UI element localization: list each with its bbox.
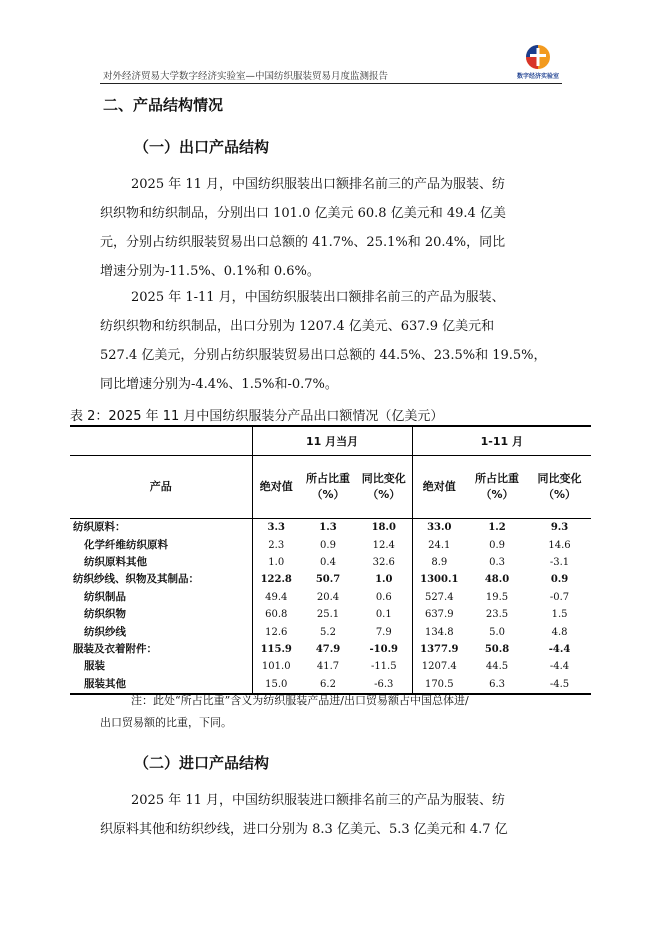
paragraph-line: 2025 年 11 月，中国纺织服装出口额排名前三的产品为服装、纺	[131, 177, 506, 192]
cell-month-share: 47.9	[315, 643, 341, 655]
lab-logo	[512, 43, 564, 83]
cell-month-abs: 101.0	[261, 661, 291, 673]
table-row	[70, 658, 591, 675]
header-line: （%）	[480, 488, 514, 501]
paragraph-line: 织原料其他和纺织纱线，进口分别为 8.3 亿美元、5.3 亿美元和 4.7 亿	[100, 822, 508, 837]
table-group-header-row	[70, 426, 591, 456]
cell-month-change: 1.0	[356, 571, 412, 588]
section-title: 二、产品结构情况	[103, 96, 224, 114]
cell-month-abs: 122.8	[260, 574, 292, 586]
cell-ytd-abs: 170.5	[412, 676, 466, 694]
cell-ytd-abs: 1377.9	[420, 643, 459, 655]
cell-month-abs: 1.0	[268, 556, 285, 568]
cell-month-abs: 12.6	[265, 626, 288, 638]
table-corner-cell	[70, 426, 252, 456]
header-line: （%）	[311, 488, 345, 501]
paragraph-line: 2025 年 11 月，中国纺织服装进口额排名前三的产品为服装、纺	[131, 793, 506, 808]
cell-month-share: 25.1	[316, 609, 340, 621]
paragraph-import-month	[100, 786, 570, 844]
paragraph-line: 元，分别占纺织服装贸易出口总额的 41.7%、25.1%和 20.4%，同比	[100, 235, 506, 250]
export-product-table	[70, 425, 591, 695]
header-rule	[100, 83, 562, 84]
note-line: 出口贸易额的比重，下同。	[100, 716, 232, 729]
paragraph-line: 527.4 亿美元，分别占纺织服装贸易出口总额的 44.5%、23.5%和 19.5%，	[100, 348, 547, 363]
cell-month-change: -10.9	[356, 641, 412, 658]
cell-ytd-share: 6.3	[466, 676, 528, 694]
row-product-name: 纺织原料：	[70, 519, 252, 537]
cell-ytd-abs: 527.4	[424, 591, 454, 603]
cell-month-abs: 15.0	[252, 676, 300, 694]
cell-ytd-change: 9.3	[550, 522, 569, 534]
cell-ytd-abs: 33.0	[427, 522, 452, 534]
cell-month-change: 0.1	[356, 606, 412, 623]
column-header-month-abs: 绝对值	[252, 456, 300, 519]
cell-ytd-change: -0.7	[549, 591, 570, 603]
group-header-ytd: 1-11 月	[412, 426, 591, 456]
table-column-header-row	[70, 456, 591, 519]
cell-ytd-share: 0.9	[489, 539, 505, 551]
cell-month-change: 32.6	[356, 554, 412, 571]
paragraph-export-month	[100, 170, 570, 286]
cell-month-change: -6.3	[356, 676, 412, 694]
column-header-ytd-abs: 绝对值	[412, 456, 466, 519]
row-product-name: 纺织纱线	[70, 623, 252, 640]
header-line: （%）	[367, 488, 401, 501]
table-row	[70, 606, 591, 623]
cell-ytd-share: 5.0	[489, 626, 505, 638]
cell-month-abs: 49.4	[265, 591, 288, 603]
header-line: （%）	[543, 488, 577, 501]
cell-ytd-change: 1.5	[551, 609, 568, 621]
cell-ytd-abs: 24.1	[428, 539, 451, 551]
cell-ytd-abs: 637.9	[424, 609, 454, 621]
cell-month-abs: 60.8	[265, 609, 288, 621]
cell-ytd-share: 50.8	[484, 643, 510, 655]
row-product-name: 服装	[70, 658, 252, 675]
table-note	[100, 690, 570, 734]
cell-ytd-change: -4.5	[528, 676, 591, 694]
cell-ytd-share: 1.2	[488, 522, 506, 534]
row-product-name: 服装及衣着附件：	[70, 641, 252, 658]
paragraph-line: 同比增速分别为-4.4%、1.5%和-0.7%。	[100, 377, 338, 392]
cell-ytd-change: -4.4	[548, 643, 571, 655]
column-header-ytd-share	[466, 456, 528, 519]
column-header-month-share	[300, 456, 356, 519]
table-row	[70, 519, 591, 537]
row-product-name: 纺织织物	[70, 606, 252, 623]
table-caption: 表 2：2025 年 11 月中国纺织服装分产品出口额情况（亿美元）	[70, 409, 444, 424]
cell-ytd-share: 23.5	[485, 609, 509, 621]
column-header-ytd-change	[528, 456, 591, 519]
table-row	[70, 571, 591, 588]
cell-ytd-share: 19.5	[485, 591, 509, 603]
cell-ytd-abs: 8.9	[431, 556, 448, 568]
table-row	[70, 641, 591, 658]
table-row	[70, 623, 591, 640]
cell-month-share: 50.7	[315, 574, 341, 586]
cell-month-share: 1.3	[319, 522, 337, 534]
cell-month-share: 0.4	[320, 556, 336, 568]
cell-month-share: 0.9	[320, 539, 336, 551]
cell-ytd-share: 0.3	[489, 556, 505, 568]
group-header-month: 11 月当月	[252, 426, 412, 456]
paragraph-line: 增速分别为-11.5%、0.1%和 0.6%。	[100, 264, 320, 279]
row-product-name: 纺织原料其他	[70, 554, 252, 571]
paragraph-line: 2025 年 1-11 月，中国纺织服装出口额排名前三的产品为服装、	[131, 290, 505, 305]
cell-month-share: 5.2	[320, 626, 336, 638]
running-header: 对外经济贸易大学数字经济实验室—中国纺织服装贸易月度监测报告	[103, 71, 389, 82]
cell-month-change: -11.5	[356, 658, 412, 675]
paragraph-export-ytd	[100, 283, 570, 399]
row-product-name: 服装其他	[70, 676, 252, 694]
row-product-name: 化学纤维纺织原料	[70, 536, 252, 553]
cell-month-change: 0.6	[356, 589, 412, 606]
cell-ytd-abs: 134.8	[424, 626, 454, 638]
header-line: 同比变化	[537, 472, 582, 485]
cell-ytd-abs: 1300.1	[420, 574, 459, 586]
note-line: 注：此处“所占比重”含义为纺织服装产品进/出口贸易额占中国总体进/	[131, 694, 469, 707]
header-line: 所占比重	[475, 472, 520, 485]
cell-month-change: 18.0	[356, 519, 412, 537]
subsection-title-export: （一）出口产品结构	[134, 138, 270, 156]
subsection-title-import: （二）进口产品结构	[134, 754, 270, 772]
paragraph-line: 纺织织物和纺织制品，出口分别为 1207.4 亿美元、637.9 亿美元和	[100, 319, 495, 334]
cell-ytd-abs: 1207.4	[421, 661, 457, 673]
cell-month-change: 12.4	[356, 536, 412, 553]
column-header-month-change	[356, 456, 412, 519]
cell-ytd-change: 14.6	[548, 539, 571, 551]
cell-month-share: 41.7	[316, 661, 340, 673]
cell-ytd-share: 44.5	[485, 661, 509, 673]
cell-month-change: 7.9	[356, 623, 412, 640]
cell-ytd-change: -3.1	[549, 556, 570, 568]
paragraph-line: 织织物和纺织制品，分别出口 101.0 亿美元 60.8 亿美元和 49.4 亿美	[100, 206, 506, 221]
cell-ytd-change: 0.9	[550, 574, 569, 586]
cell-month-share: 6.2	[300, 676, 356, 694]
table-row	[70, 554, 591, 571]
cell-month-share: 20.4	[316, 591, 340, 603]
cell-month-abs: 115.9	[260, 643, 292, 655]
table-row	[70, 536, 591, 553]
header-line: 所占比重	[306, 472, 350, 485]
header-line: 同比变化	[361, 472, 406, 485]
row-product-name: 纺织纱线、织物及其制品：	[70, 571, 252, 588]
logo-caption: 数字经济实验室	[516, 73, 559, 80]
cell-ytd-change: -4.4	[549, 661, 570, 673]
table-row	[70, 589, 591, 606]
cell-month-abs: 3.3	[267, 522, 285, 534]
row-product-name: 纺织制品	[70, 589, 252, 606]
logo-globe-icon	[512, 43, 564, 73]
cell-month-abs: 2.3	[268, 539, 285, 551]
cell-ytd-share: 48.0	[484, 574, 510, 586]
cell-ytd-change: 4.8	[551, 626, 568, 638]
column-header-product: 产品	[70, 456, 252, 519]
